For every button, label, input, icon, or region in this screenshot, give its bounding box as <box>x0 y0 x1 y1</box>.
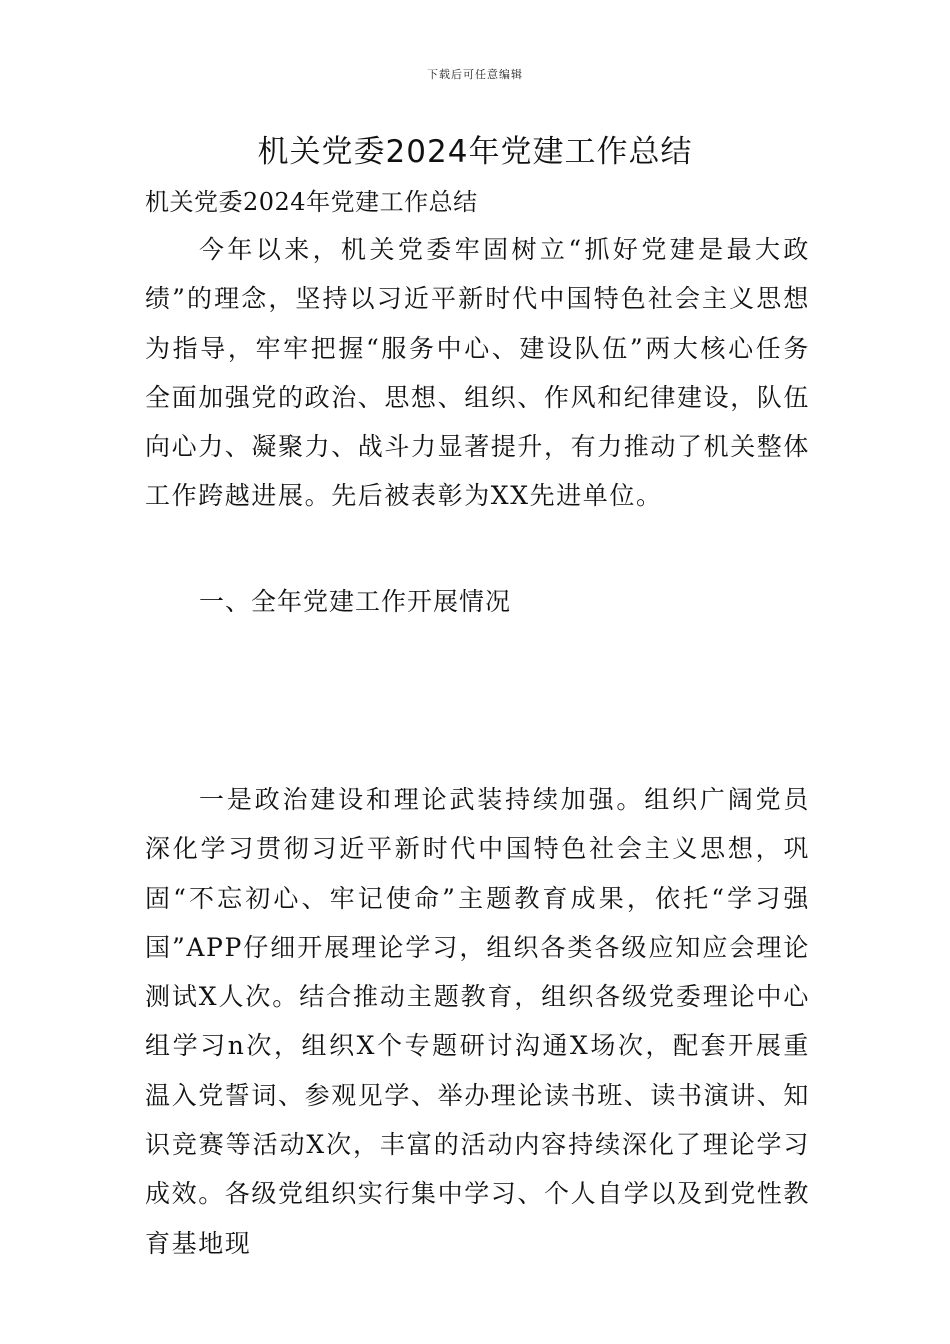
document-title: 机关党委2024年党建工作总结 <box>257 134 693 170</box>
section-heading: 一、全年党建工作开展情况 <box>199 587 512 616</box>
body-paragraph: 一是政治建设和理论武装持续加强。组织广阔党员深化学习贯彻习近平新时代中国特色社会主义思想，巩固“不忘初心、牢记使命”主题教育成果，依托“学习强国”APP仔细开展理论学习，组织各类各级应知应会理论测试X人次。结合推动主题教育，组织各级党委理论中心组学习n次，组织X个专题研讨沟通X场次，配套开展重温入党誓词、参观见学、举办理论读书班、读书演讲、知识竞赛等活动X次，丰富的活动内容持续深化了理论学习成效。各级党组织实行集中学习、个人自学以及到党性教育基地现 <box>145 785 811 1258</box>
document-subtitle: 机关党委2024年党建工作总结 <box>145 188 478 216</box>
page-header-note: 下载后可任意编辑 <box>427 68 523 81</box>
intro-paragraph: 今年以来，机关党委牢固树立“抓好党建是最大政绩”的理念，坚持以习近平新时代中国特色社会主义思想为指导，牢牢把握“服务中心、建设队伍”两大核心任务全面加强党的政治、思想、组织、作风和纪律建设，队伍向心力、凝聚力、战斗力显著提升，有力推动了机关整体工作跨越进展。先后被表彰为XX先进单位。 <box>145 235 811 511</box>
